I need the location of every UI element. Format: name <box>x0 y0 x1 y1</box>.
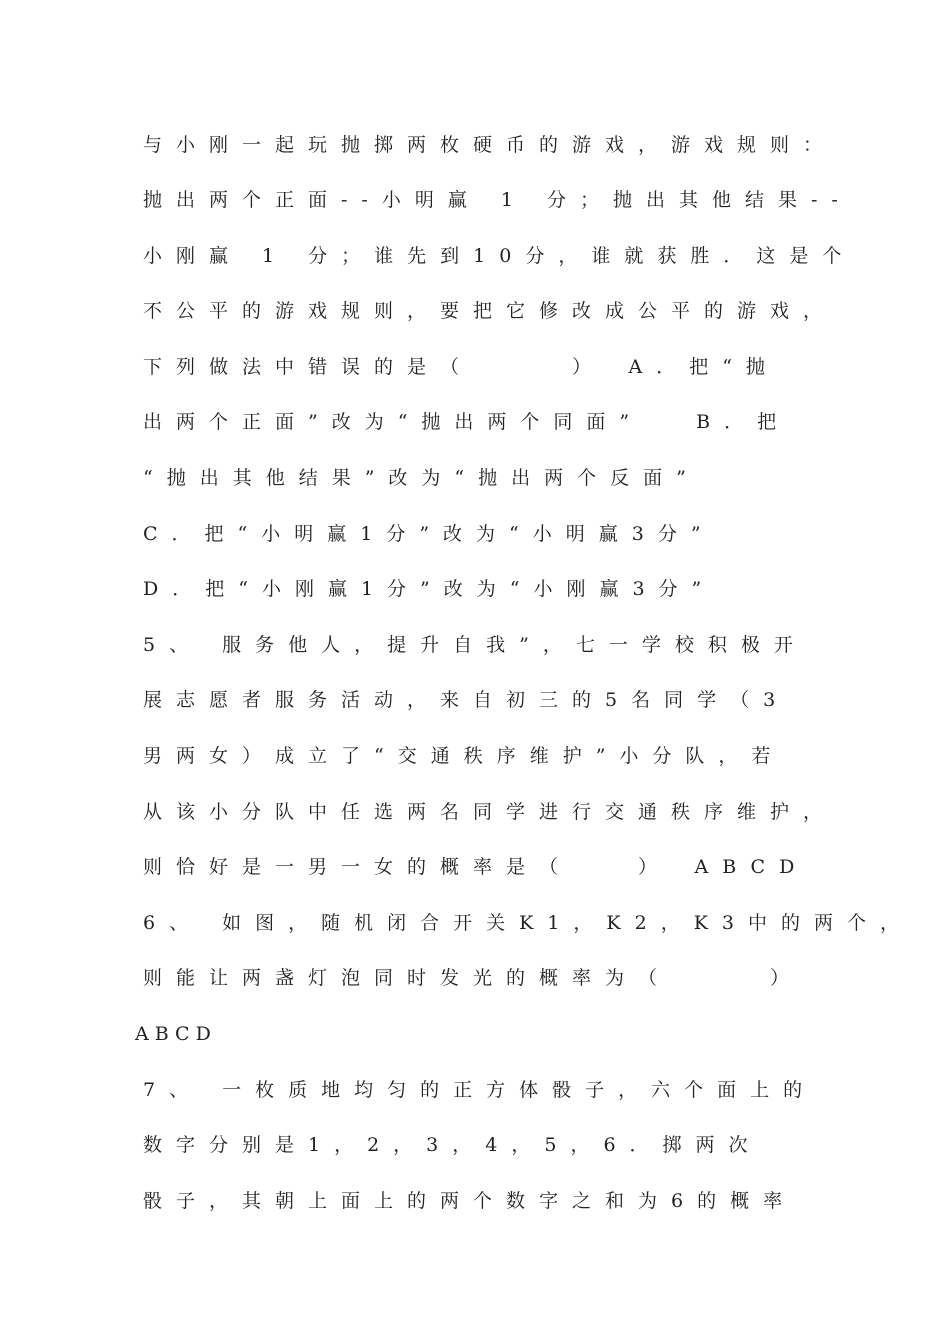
question-6-line: 6、 如图，随机闭合开关K1，K2，K3中的两个， <box>143 912 913 934</box>
text-line: 小刚赢 1 分；谁先到10分，谁就获胜．这是个 <box>143 245 856 267</box>
text-line: 不公平的游戏规则，要把它修改成公平的游戏， <box>143 300 837 322</box>
text-line: “抛出其他结果”改为“抛出两个反面” <box>143 467 700 489</box>
text-line: 下列做法中错误的是（ ） A．把“抛 <box>143 356 779 378</box>
text-line: 与小刚一起玩抛掷两枚硬币的游戏，游戏规则： <box>143 134 837 156</box>
question-5-line: 5、 服务他人，提升自我”，七一学校积极开 <box>143 634 807 656</box>
text-line: C．把“小明赢1分”改为“小明赢3分” <box>143 523 715 545</box>
text-line: 则能让两盏灯泡同时发光的概率为（ ） <box>143 967 804 989</box>
text-line: 出两个正面”改为“抛出两个同面” B．把 <box>143 411 791 433</box>
text-line: 从该小分队中任选两名同学进行交通秩序维护， <box>143 801 837 823</box>
text-line: 骰子，其朝上面上的两个数字之和为6的概率 <box>143 1190 797 1212</box>
text-line: 男两女）成立了“交通秩序维护”小分队，若 <box>143 745 785 767</box>
text-line: 展志愿者服务活动，来自初三的5名同学（3 <box>143 689 790 711</box>
text-line: 则恰好是一男一女的概率是（ ） ABCD <box>143 856 809 878</box>
text-line: 数字分别是1，2，3，4，5，6．掷两次 <box>143 1134 762 1156</box>
text-line: D．把“小刚赢1分”改为“小刚赢3分” <box>143 578 716 600</box>
question-7-line: 7、 一枚质地均匀的正方体骰子，六个面上的 <box>143 1079 817 1101</box>
answer-options-line: ABCD <box>135 1023 217 1045</box>
text-line: 抛出两个正面--小明赢 1 分；抛出其他结果-- <box>143 189 852 211</box>
